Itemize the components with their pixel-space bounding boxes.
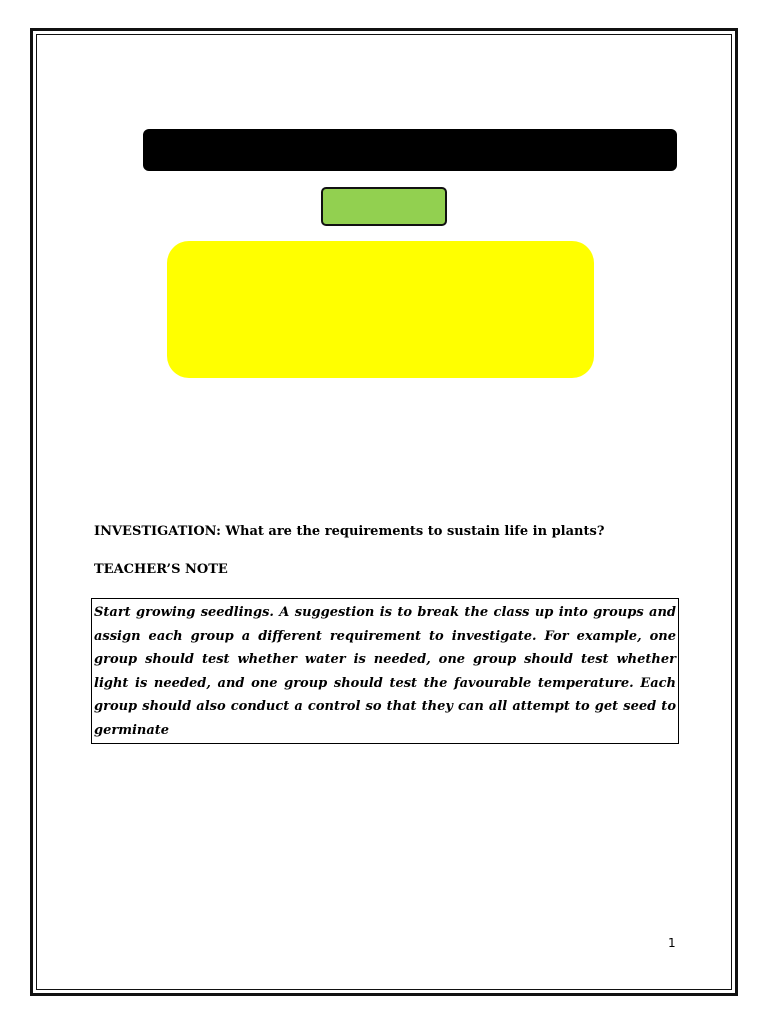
- title-bar: [143, 129, 677, 171]
- page-number: 1: [668, 936, 676, 950]
- topic-highlight-box: [167, 241, 594, 378]
- grade-label-box: [321, 187, 447, 226]
- investigation-heading: INVESTIGATION: What are the requirements to sustain life in plants?: [94, 524, 605, 539]
- teacher-note-text: Start growing seedlings. A suggestion is to break the class up into groups and assign each group a different requirement to investigate. For example, one group should test whether water is needed, one group should test whether light is needed, and one group should test the favourable temperature. Each group should also conduct a control so that they can all attempt to get seed to germinate: [94, 605, 676, 738]
- page-border-inner: [36, 34, 732, 990]
- teacher-note-box: [91, 598, 679, 744]
- teacher-note-heading: TEACHER’S NOTE: [94, 562, 228, 577]
